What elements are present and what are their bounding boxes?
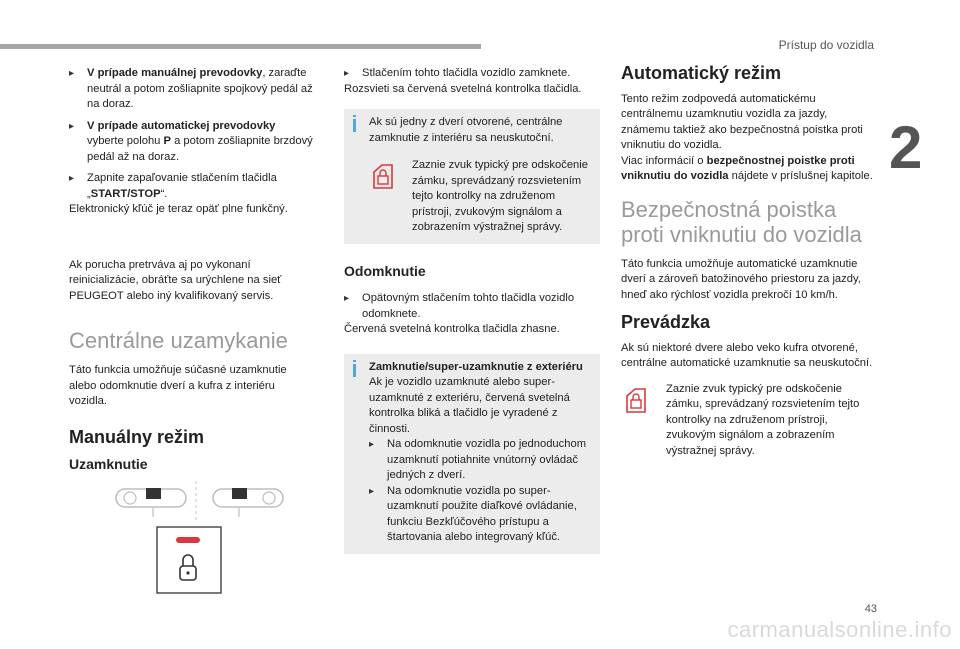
note-text: Ak sú jedny z dverí otvorené, centrálne zamknutie z interiéru sa neuskutoční. (369, 116, 563, 144)
arrow-bullet-icon: ▸ (344, 293, 350, 304)
paragraph: Rozsvieti sa červená svetelná kontrolka tlačidla. (344, 82, 582, 95)
warning-text: Zaznie zvuk typický pre odskočenie zámku, sprevádzaný rozsvietením tejto kontrolky na združenom prístroji, zvukovým signálom a zobrazením výstražnej správy. (666, 382, 860, 457)
button-name: START/STOP (90, 187, 161, 200)
header-bar (0, 44, 481, 49)
paragraph: Táto funkcia umožňuje súčasné uzamknutie alebo odomknutie dverí a kufra z interiéru vozidla. (69, 364, 287, 407)
paragraph: Ak porucha pretrváva aj po vykonaní reinicializácie, obráťte sa urýchlene na sieť PEUGEOT alebo iný kvalifikovaný servis. (69, 258, 282, 302)
bullet-text: Zapnite zapaľovanie stlačením tlačidla „ (87, 172, 277, 200)
lock-button-illustration (113, 475, 286, 595)
bullet-text: Stlačením tohto tlačidla vozidlo zamknete. (362, 67, 571, 79)
list-item (344, 66, 600, 82)
bullet-text: “. (160, 187, 168, 200)
watermark: carmanualsonline.info (727, 617, 952, 642)
info-icon (353, 360, 356, 362)
column-2 (344, 66, 600, 554)
bullet-text: Na odomknutie vozidla po super-uzamknutí použite diaľkové ovládanie, funkciu Bezkľúčového prístupu a štartovania alebo integrovaný kľúč. (387, 484, 577, 543)
paragraph (621, 154, 879, 185)
heading-automatic-mode: Automatický režim (621, 63, 782, 83)
bullet-text: Na odomknutie vozidla po jednoduchom uzamknutí potiahnite vnútorný ovládač jedných z dverí. (387, 438, 587, 481)
info-icon-bar (353, 364, 356, 377)
bullet-text: Opätovným stlačením tohto tlačidla vozidlo odomknete. (362, 292, 575, 320)
column-3 (621, 63, 879, 459)
list-item (369, 484, 592, 546)
heading-safety-lock: Bezpečnostná poistka proti vniknutiu do vozidla (621, 196, 862, 247)
arrow-bullet-icon: ▸ (69, 68, 75, 79)
info-icon (353, 115, 356, 117)
arrow-bullet-icon: ▸ (69, 173, 75, 184)
chapter-number: 2 (889, 114, 923, 181)
heading-manual-mode: Manuálny režim (69, 426, 205, 447)
bullet-bold: V prípade manuálnej prevodovky (87, 67, 263, 79)
arrow-bullet-icon: ▸ (369, 485, 375, 497)
paragraph: Tento režim zodpovedá automatickému centrálnemu uzamknutiu vozidla za jazdy, známemu taktiež ako bezpečnostná poistka proti vniknutiu do vozidla. (621, 92, 863, 151)
info-note (344, 109, 600, 244)
list-item (69, 66, 314, 113)
arrow-bullet-icon: ▸ (69, 120, 75, 132)
info-note (344, 354, 600, 554)
paragraph: Červená svetelná kontrolka tlačidla zhasne. (344, 323, 560, 335)
arrow-bullet-icon: ▸ (344, 68, 350, 79)
page-number: 43 (864, 603, 877, 615)
column-1 (69, 66, 314, 473)
paragraph: Táto funkcia umožňuje automatické uzamknutie dverí a zároveň batožinového priestoru za jazdy, hneď ako rýchlosť vozidla prekročí 10 km/h. (621, 257, 861, 301)
bullet-text: vyberte polohu (87, 135, 164, 147)
note-title: Zamknutie/super-uzamknutie z exteriéru (369, 360, 583, 373)
bullet-bold: V prípade automatickej prevodovky (87, 119, 276, 132)
warning-block (621, 382, 879, 460)
list-item (69, 119, 314, 166)
gear-position: P (163, 135, 171, 147)
paragraph: Elektronický kľúč je teraz opäť plne funkčný. (69, 203, 288, 215)
paragraph: Ak sú niektoré dvere alebo veko kufra otvorené, centrálne automatické uzamknutie sa neuskutoční. (621, 341, 873, 369)
note-text: Ak je vozidlo uzamknuté alebo super-uzamknuté z exteriéru, červená svetelná kontrolka bliká a tlačidlo je vyradené z činnosti. (369, 376, 570, 435)
list-item (69, 171, 314, 202)
info-icon-bar (353, 119, 356, 132)
heading-operation: Prevádzka (621, 312, 711, 332)
bullet-text: a potom zošliapnite brzdový pedál až na doraz. (87, 135, 313, 163)
list-item (344, 291, 600, 322)
list-item (369, 437, 592, 484)
paragraph-bold: bezpečnostnej poistke proti vniknutiu do vozidla (621, 154, 855, 182)
door-warning-icon (368, 162, 398, 192)
heading-locking: Uzamknutie (69, 456, 148, 472)
warning-text: Zaznie zvuk typický pre odskočenie zámku, sprevádzaný rozsvietením tejto kontrolky na združenom prístroji, zvukovým signálom a zobrazením výstražnej správy. (412, 159, 588, 233)
arrow-bullet-icon: ▸ (369, 439, 375, 450)
heading-central-locking: Centrálne uzamykanie (69, 328, 288, 353)
heading-unlocking: Odomknutie (344, 262, 426, 279)
door-warning-icon (621, 386, 651, 416)
bullet-text: , zaraďte neutrál a potom zošliapnite spojkový pedál až na doraz. (87, 67, 313, 110)
paragraph-text: nájdete v príslušnej kapitole. (728, 170, 873, 182)
paragraph-text: Viac informácií o (621, 154, 707, 167)
section-title: Prístup do vozidla (778, 38, 874, 52)
warning-block (368, 158, 592, 236)
